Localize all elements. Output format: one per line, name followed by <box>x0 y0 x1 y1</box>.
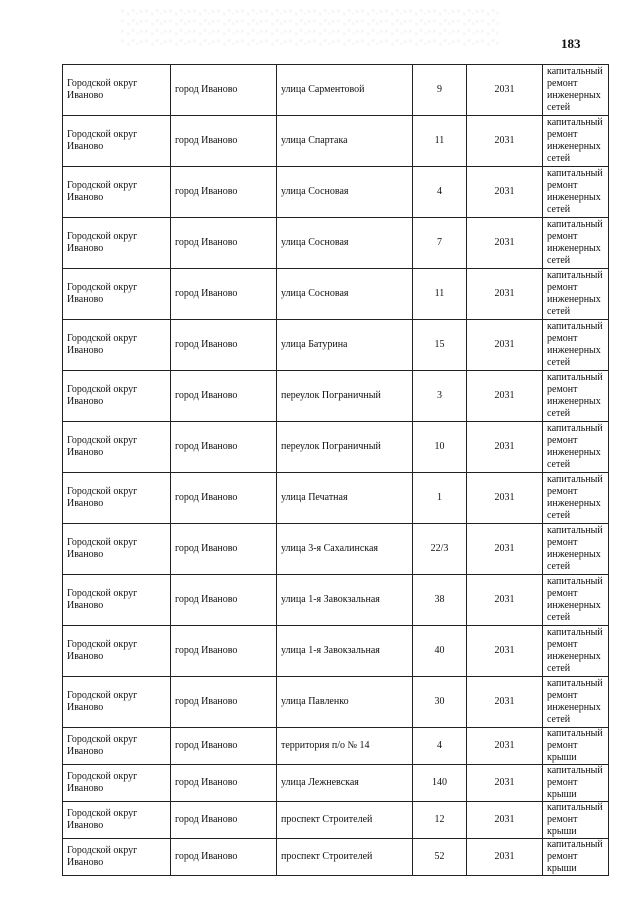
work-type-cell: капитальный ремонт инженерных сетей <box>543 677 609 728</box>
municipality-cell: Городской округ Иваново <box>63 320 171 371</box>
work-type-cell: капитальный ремонт инженерных сетей <box>543 116 609 167</box>
table-row <box>63 677 609 728</box>
city-cell: город Иваново <box>171 218 277 269</box>
work-type-cell: капитальный ремонт крыши <box>543 839 609 876</box>
work-type-cell: капитальный ремонт инженерных сетей <box>543 320 609 371</box>
table-row <box>63 218 609 269</box>
municipality-cell: Городской округ Иваново <box>63 269 171 320</box>
year-cell: 2031 <box>467 269 543 320</box>
work-type-cell: капитальный ремонт инженерных сетей <box>543 626 609 677</box>
street-cell: улица Сарментовой <box>277 65 413 116</box>
year-cell: 2031 <box>467 116 543 167</box>
house-number-cell: 4 <box>413 728 467 765</box>
street-cell: улица 1-я Завокзальная <box>277 626 413 677</box>
city-cell: город Иваново <box>171 839 277 876</box>
city-cell: город Иваново <box>171 677 277 728</box>
work-type-cell: капитальный ремонт инженерных сетей <box>543 524 609 575</box>
page-number: 183 <box>561 36 581 51</box>
street-cell: улица Спартака <box>277 116 413 167</box>
work-type-cell: капитальный ремонт инженерных сетей <box>543 167 609 218</box>
house-number-cell: 11 <box>413 269 467 320</box>
house-number-cell: 3 <box>413 371 467 422</box>
house-number-cell: 140 <box>413 765 467 802</box>
table-row <box>63 524 609 575</box>
city-cell: город Иваново <box>171 765 277 802</box>
city-cell: город Иваново <box>171 626 277 677</box>
street-cell: улица Сосновая <box>277 269 413 320</box>
table-row <box>63 65 609 116</box>
year-cell: 2031 <box>467 320 543 371</box>
register-table-body <box>63 65 609 876</box>
street-cell: улица 3-я Сахалинская <box>277 524 413 575</box>
year-cell: 2031 <box>467 677 543 728</box>
year-cell: 2031 <box>467 473 543 524</box>
house-number-cell: 1 <box>413 473 467 524</box>
work-type-cell: капитальный ремонт крыши <box>543 802 609 839</box>
street-cell: улица Лежневская <box>277 765 413 802</box>
table-row <box>63 626 609 677</box>
house-number-cell: 15 <box>413 320 467 371</box>
municipality-cell: Городской округ Иваново <box>63 839 171 876</box>
city-cell: город Иваново <box>171 524 277 575</box>
house-number-cell: 52 <box>413 839 467 876</box>
street-cell: улица 1-я Завокзальная <box>277 575 413 626</box>
street-cell: проспект Строителей <box>277 839 413 876</box>
house-number-cell: 9 <box>413 65 467 116</box>
street-cell: переулок Пограничный <box>277 371 413 422</box>
city-cell: город Иваново <box>171 422 277 473</box>
municipality-cell: Городской округ Иваново <box>63 167 171 218</box>
street-cell: переулок Пограничный <box>277 422 413 473</box>
year-cell: 2031 <box>467 728 543 765</box>
table-row <box>63 320 609 371</box>
house-number-cell: 22/3 <box>413 524 467 575</box>
city-cell: город Иваново <box>171 575 277 626</box>
municipality-cell: Городской округ Иваново <box>63 65 171 116</box>
city-cell: город Иваново <box>171 167 277 218</box>
street-cell: улица Батурина <box>277 320 413 371</box>
city-cell: город Иваново <box>171 728 277 765</box>
work-type-cell: капитальный ремонт инженерных сетей <box>543 269 609 320</box>
year-cell: 2031 <box>467 524 543 575</box>
city-cell: город Иваново <box>171 371 277 422</box>
house-number-cell: 4 <box>413 167 467 218</box>
work-type-cell: капитальный ремонт инженерных сетей <box>543 575 609 626</box>
street-cell: улица Сосновая <box>277 167 413 218</box>
year-cell: 2031 <box>467 218 543 269</box>
municipality-cell: Городской округ Иваново <box>63 575 171 626</box>
year-cell: 2031 <box>467 167 543 218</box>
city-cell: город Иваново <box>171 65 277 116</box>
municipality-cell: Городской округ Иваново <box>63 371 171 422</box>
table-row <box>63 575 609 626</box>
work-type-cell: капитальный ремонт инженерных сетей <box>543 218 609 269</box>
scan-header-noise <box>120 8 500 48</box>
table-row <box>63 473 609 524</box>
work-type-cell: капитальный ремонт крыши <box>543 765 609 802</box>
house-number-cell: 30 <box>413 677 467 728</box>
year-cell: 2031 <box>467 575 543 626</box>
house-number-cell: 11 <box>413 116 467 167</box>
work-type-cell: капитальный ремонт крыши <box>543 728 609 765</box>
table-row <box>63 269 609 320</box>
year-cell: 2031 <box>467 839 543 876</box>
municipality-cell: Городской округ Иваново <box>63 802 171 839</box>
municipality-cell: Городской округ Иваново <box>63 728 171 765</box>
city-cell: город Иваново <box>171 320 277 371</box>
year-cell: 2031 <box>467 765 543 802</box>
house-number-cell: 38 <box>413 575 467 626</box>
municipality-cell: Городской округ Иваново <box>63 524 171 575</box>
work-type-cell: капитальный ремонт инженерных сетей <box>543 371 609 422</box>
table-row <box>63 116 609 167</box>
house-number-cell: 7 <box>413 218 467 269</box>
table-row <box>63 839 609 876</box>
year-cell: 2031 <box>467 65 543 116</box>
municipality-cell: Городской округ Иваново <box>63 765 171 802</box>
work-type-cell: капитальный ремонт инженерных сетей <box>543 473 609 524</box>
municipality-cell: Городской округ Иваново <box>63 473 171 524</box>
year-cell: 2031 <box>467 371 543 422</box>
table-row <box>63 422 609 473</box>
city-cell: город Иваново <box>171 802 277 839</box>
house-number-cell: 12 <box>413 802 467 839</box>
street-cell: улица Сосновая <box>277 218 413 269</box>
year-cell: 2031 <box>467 422 543 473</box>
municipality-cell: Городской округ Иваново <box>63 422 171 473</box>
street-cell: территория п/о № 14 <box>277 728 413 765</box>
municipality-cell: Городской округ Иваново <box>63 218 171 269</box>
street-cell: проспект Строителей <box>277 802 413 839</box>
street-cell: улица Печатная <box>277 473 413 524</box>
street-cell: улица Павленко <box>277 677 413 728</box>
year-cell: 2031 <box>467 802 543 839</box>
work-type-cell: капитальный ремонт инженерных сетей <box>543 65 609 116</box>
table-row <box>63 371 609 422</box>
municipality-cell: Городской округ Иваново <box>63 677 171 728</box>
municipality-cell: Городской округ Иваново <box>63 626 171 677</box>
table-row <box>63 765 609 802</box>
house-number-cell: 10 <box>413 422 467 473</box>
table-row <box>63 728 609 765</box>
city-cell: город Иваново <box>171 269 277 320</box>
housing-register-table <box>62 64 609 876</box>
house-number-cell: 40 <box>413 626 467 677</box>
table-row <box>63 167 609 218</box>
year-cell: 2031 <box>467 626 543 677</box>
work-type-cell: капитальный ремонт инженерных сетей <box>543 422 609 473</box>
table-row <box>63 802 609 839</box>
municipality-cell: Городской округ Иваново <box>63 116 171 167</box>
city-cell: город Иваново <box>171 116 277 167</box>
city-cell: город Иваново <box>171 473 277 524</box>
